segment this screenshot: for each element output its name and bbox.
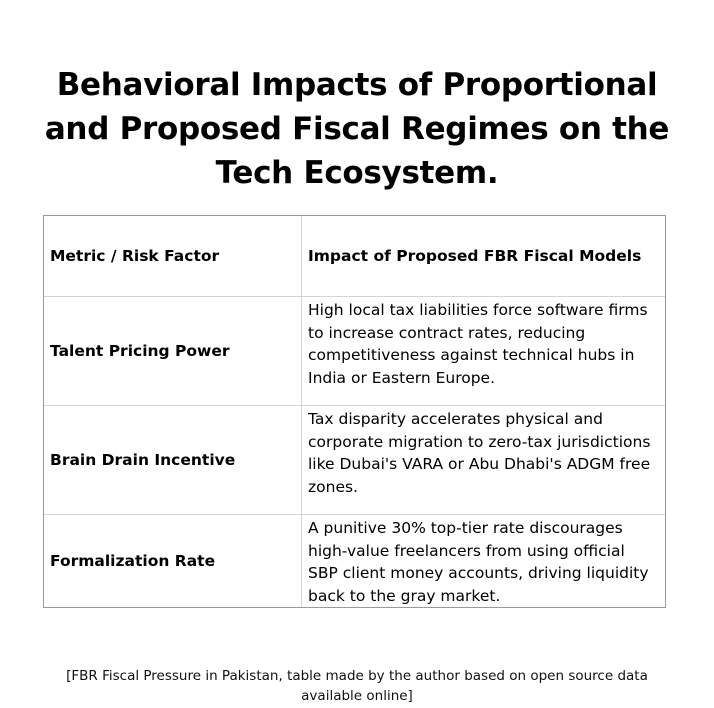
title-line: and Proposed Fiscal Regimes on the — [44, 110, 670, 147]
table-caption: [FBR Fiscal Pressure in Pakistan, table made by the author based on open source data available online] — [66, 668, 648, 704]
metric-cell: Formalization Rate — [44, 515, 302, 608]
table-row — [44, 406, 666, 515]
impact-cell: A punitive 30% top-tier rate discourages high-value freelancers from using official SBP client money accounts, driving liquidity back to the gray market. — [302, 515, 666, 608]
impact-cell: Tax disparity accelerates physical and corporate migration to zero-tax jurisdictions like Dubai's VARA or Abu Dhabi's ADGM free zones. — [302, 406, 666, 515]
table-row — [44, 515, 666, 608]
column-header-metric: Metric / Risk Factor — [44, 216, 302, 297]
table-header-row — [44, 216, 666, 297]
title-line: Behavioral Impacts of Proportional — [56, 66, 658, 103]
metric-cell: Talent Pricing Power — [44, 297, 302, 406]
impact-table — [43, 215, 666, 608]
column-header-impact: Impact of Proposed FBR Fiscal Models — [302, 216, 666, 297]
metric-cell: Brain Drain Incentive — [44, 406, 302, 515]
page-title — [0, 63, 714, 195]
title-line: Tech Ecosystem. — [215, 154, 499, 191]
impact-cell: High local tax liabilities force software firms to increase contract rates, reducing competitiveness against technical hubs in India or Eastern Europe. — [302, 297, 666, 406]
table-row — [44, 297, 666, 406]
